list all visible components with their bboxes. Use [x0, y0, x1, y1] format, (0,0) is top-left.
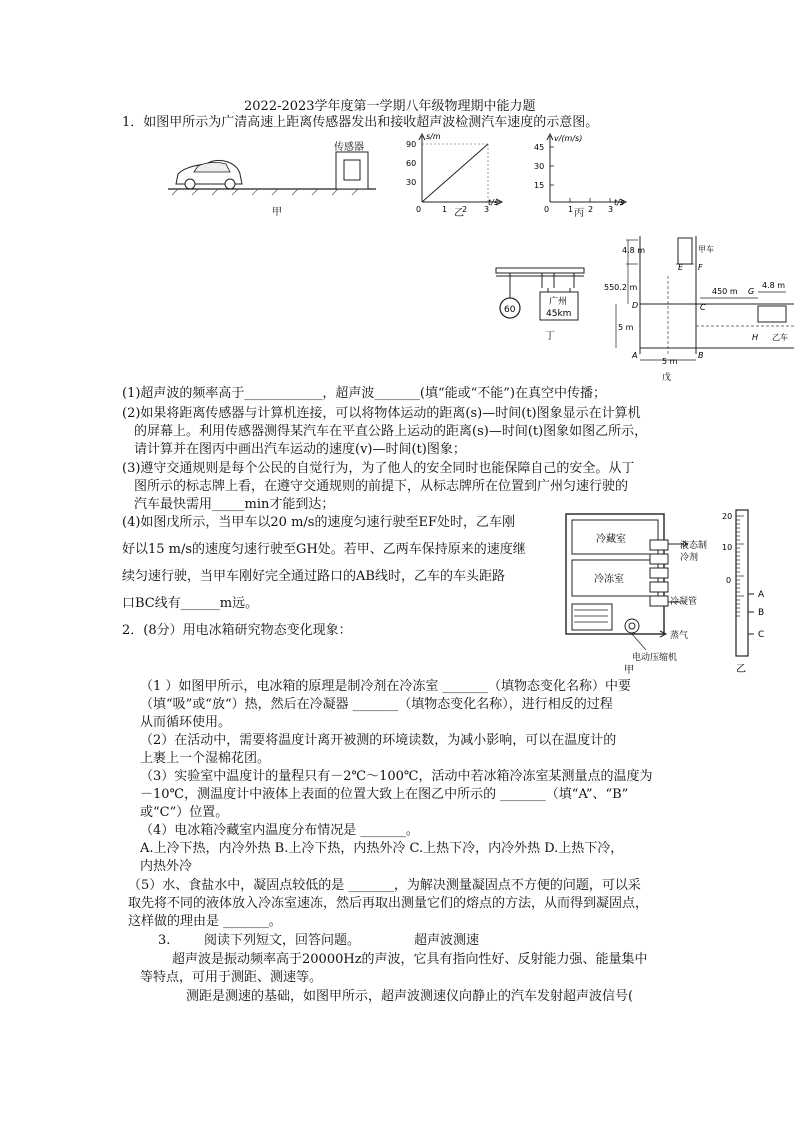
freezer-label: 冷冻室 — [594, 574, 624, 585]
q1-p3a: (3)遵守交通规则是每个公民的自觉行为，为了他人的安全同时也能保障自己的安全。从丁 — [122, 461, 635, 476]
speed-limit-value: 60 — [504, 305, 516, 315]
q1-p1: (1)超声波的频率高于____________，超声波_______(填“能或“不能”)在真空中传播； — [122, 386, 606, 401]
q1-p2a: (2)如果将距离传感器与计算机连接，可以将物体运动的距离(s)—时间(t)图象显示在计算机 — [122, 406, 641, 421]
fig-ding-caption: 丁 — [545, 331, 555, 342]
car-yi-label: 乙车 — [772, 333, 788, 342]
yi-xlabel: t/s — [488, 198, 498, 207]
distance-sign-km: 45km — [546, 309, 572, 319]
q2-p1c: 从而循环使用。 — [140, 715, 232, 730]
yi-xtick: 1 — [442, 205, 448, 214]
bing-xtick: 3 — [608, 205, 614, 214]
sensor-box — [336, 152, 368, 189]
yi-xtick: 0 — [416, 205, 422, 214]
dim-48-b: 4.8 m — [762, 281, 786, 290]
q2-p4: （4）电冰箱冷藏室内温度分布情况是 _______。 — [140, 823, 419, 838]
compressor-label: 电动压缩机 — [632, 653, 678, 663]
bing-ytick: 45 — [534, 143, 545, 152]
yi-ytick: 90 — [406, 140, 417, 149]
q1-p4d: 口BC线有______m远。 — [122, 596, 259, 611]
bing-ytick: 30 — [534, 162, 545, 171]
thermo-tick: 10 — [722, 543, 733, 552]
dim-5-horiz: 5 m — [662, 357, 678, 366]
q2-p3a: （3）实验室中温度计的量程只有－2℃～100℃，活动中若冰箱冷冻室某测量点的温度为 — [140, 769, 653, 784]
q2-p5a: （5）水、食盐水中，凝固点较低的是 _______，为解决测量凝固点不方便的问题，可以采 — [128, 878, 641, 893]
q3-lead: 阅读下列短文，回答问题。 — [204, 933, 361, 948]
q1-p3b: 图所示的标志牌上看，在遵守交通规则的前提下，从标志牌所在位置到广州匀速行驶的 — [134, 479, 629, 494]
figure-fridge — [556, 510, 726, 674]
q2-p5c: 这样做的理由是 _______。 — [128, 914, 282, 929]
pt-B: B — [698, 351, 704, 360]
figure-ding-signs — [492, 262, 592, 342]
q2-p2b: 上裹上一个湿棉花团。 — [140, 751, 271, 766]
bing-xtick: 2 — [588, 205, 594, 214]
figure-jia-car-sensor — [168, 136, 408, 220]
q2-p3c: 或“C”）位置。 — [140, 805, 229, 820]
pt-C: C — [700, 303, 706, 312]
q2-p1b: （填“吸”或“放“）热，然后在冷凝器 _______（填物态变化名称），进行相反的过程 — [140, 697, 613, 712]
bing-ylabel: v/(m/s) — [554, 134, 583, 143]
figure-thermometer — [722, 506, 780, 676]
q2-p3b: －10℃，测温度计中液体上表面的位置大致上在图乙中所示的 _______（填“A”、“B” — [140, 787, 629, 802]
bing-xtick: 1 — [568, 205, 574, 214]
yi-xtick: 3 — [484, 205, 490, 214]
q1-stem: 1．如图甲所示为广清高速上距离传感器发出和接收超声波检测汽车速度的示意图。 — [122, 115, 599, 130]
page-title: 2022-2023学年度第一学期八年级物理期中能力题 — [244, 99, 536, 114]
fig-bing-caption: 丙 — [574, 208, 584, 219]
bing-ytick: 15 — [534, 181, 545, 190]
bing-xtick: 0 — [544, 205, 550, 214]
pt-E: E — [678, 263, 684, 272]
refrigerant-label-2: 冷剂 — [680, 553, 699, 563]
pt-G: G — [748, 287, 755, 296]
q1-p4a: (4)如图戊所示，当甲车以20 m/s的速度匀速行驶至EF处时，乙车刚 — [122, 515, 515, 530]
q3-line1: 超声波是振动频率高于20000Hz的声波，它具有指向性好、反射能力强、能量集中 — [172, 952, 648, 967]
q2-stem: 2．(8分）用电冰箱研究物态变化现象： — [122, 623, 352, 638]
pt-H: H — [752, 333, 759, 342]
q3-line2: 等特点，可用于测距、测速等。 — [140, 970, 323, 985]
pt-F: F — [698, 263, 703, 272]
thermo-mark-B: B — [758, 608, 765, 618]
q1-p2b: 的屏幕上。利用传感器测得某汽车在平直公路上运动的距离(s)—时间(t)图象如图乙所示， — [134, 424, 648, 439]
car-jia-label: 甲车 — [698, 245, 714, 254]
pt-D: D — [632, 301, 639, 310]
yi-ytick: 30 — [406, 178, 417, 187]
q2-p5b: 取先将不同的液体放入冷冻室速冻，然后再取出测量它们的熔点的方法，从而得到凝固点， — [128, 896, 649, 911]
q3-number: 3. — [158, 933, 171, 948]
condenser-coil — [650, 540, 668, 606]
dim-5-vert: 5 m — [618, 323, 634, 332]
yi-ylabel: s/m — [426, 132, 441, 141]
q1-p3c: 汽车最快需用_____min才能到达； — [134, 497, 335, 512]
car-icon — [176, 160, 242, 189]
sensor-label: 传感器 — [334, 142, 364, 153]
fig-wu-caption: 戊 — [662, 373, 672, 383]
thermo-tick: 0 — [726, 576, 732, 585]
figure-wu-crossroad — [604, 236, 794, 386]
pt-A: A — [632, 351, 638, 360]
dim-48-a: 4.8 m — [622, 246, 646, 255]
car-jia — [678, 238, 692, 264]
q3-heading: 超声波测速 — [414, 933, 480, 948]
cold-room-label: 冷藏室 — [596, 534, 626, 545]
thermo-mark-A: A — [758, 590, 765, 600]
thermo-tick: 20 — [722, 512, 733, 521]
fig-yi-caption: 乙 — [454, 208, 464, 219]
fridge-caption: 甲 — [624, 665, 634, 676]
dim-5502: 550.2 m — [604, 283, 638, 292]
q2-p1a: （1 ）如图甲所示，电冰箱的原理是制冷剂在冷冻室 _______（填物态变化名称）中要 — [140, 679, 632, 694]
yi-xtick: 2 — [462, 205, 468, 214]
q2-options-cont: 内热外冷 — [140, 859, 193, 874]
car-yi — [758, 306, 786, 322]
dim-450: 450 m — [712, 287, 738, 296]
q3-line3: 测距是测速的基础，如图甲所示，超声波测速仪向静止的汽车发射超声波信号( — [186, 989, 634, 1004]
thermo-mark-C: C — [758, 630, 765, 640]
distance-sign-place: 广州 — [549, 297, 568, 307]
q1-p2c: 请计算并在图丙中画出汽车运动的速度(v)—时间(t)图象； — [134, 442, 466, 457]
fig-jia-caption: 甲 — [272, 207, 282, 218]
condenser-label: 冷凝管 — [670, 597, 698, 607]
q2-p2a: （2）在活动中，需要将温度计离开被测的环境读数，为减小影响，可以在温度计的 — [140, 733, 617, 748]
q2-options: A.上冷下热，内冷外热 B.上冷下热，内热外冷 C.上热下冷，内冷外热 D.上热下冷， — [140, 841, 624, 856]
bing-xlabel: t/s — [614, 198, 624, 207]
q1-p4b: 好以15 m/s的速度匀速行驶至GH处。若甲、乙两车保持原来的速度继 — [122, 542, 526, 557]
vapor-label: 蒸气 — [670, 631, 689, 641]
thermo-caption: 乙 — [736, 664, 746, 675]
refrigerant-label: 液态制 — [680, 541, 708, 551]
q1-p4c: 续匀速行驶，当甲车刚好完全通过路口的AB线时，乙车的车头距路 — [122, 569, 505, 584]
yi-ytick: 60 — [406, 159, 417, 168]
